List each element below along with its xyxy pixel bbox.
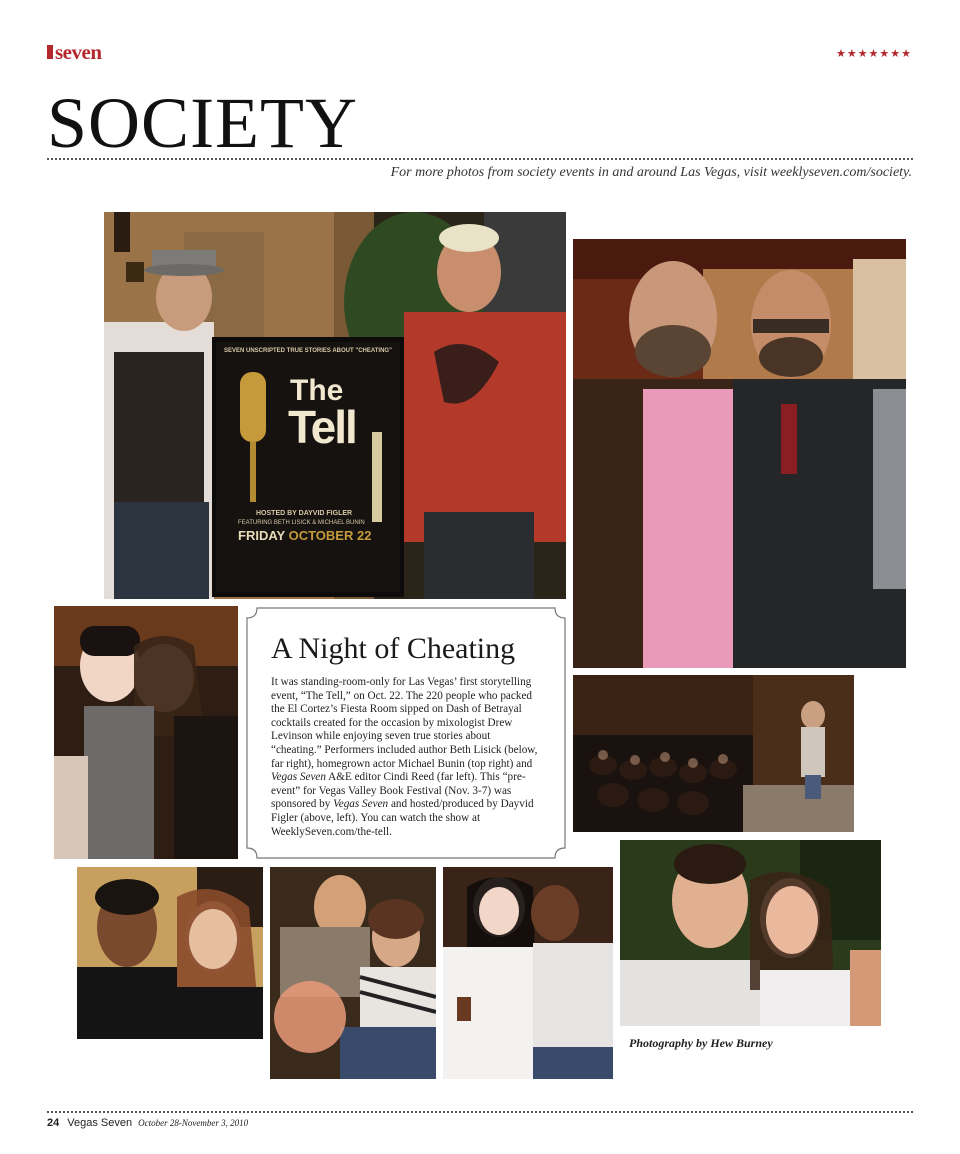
logo-text: seven (55, 40, 102, 64)
page-folio (47, 1117, 248, 1129)
logo-bar (47, 45, 53, 59)
header-divider (47, 158, 913, 160)
poster-top-line: SEVEN UNSCRIPTED TRUE STORIES ABOUT "CHEATING" (224, 348, 392, 354)
magazine-name: Vegas Seven (67, 1117, 133, 1129)
poster-date-day: FRIDAY (238, 528, 285, 543)
poster-title-tell: Tell (288, 401, 356, 453)
section-title: SOCIETY (47, 83, 358, 163)
masthead-logo (47, 42, 102, 62)
story-card (245, 606, 567, 860)
photo-two-men (573, 239, 906, 668)
rating-stars: ★★★★★★★ (835, 47, 912, 60)
photo-couple-4 (620, 840, 881, 1026)
issue-date: October 28-November 3, 2010 (138, 1118, 249, 1128)
photo-credit: Photography by Hew Burney (629, 1036, 773, 1050)
page-number: 24 (47, 1117, 60, 1129)
photo-stage-performance (573, 675, 854, 832)
photo-couple-1 (77, 867, 263, 1039)
photo-couple-3 (443, 867, 613, 1079)
photo-two-women (54, 606, 238, 859)
poster-title-the: The (290, 374, 344, 407)
poster-featuring: FEATURING BETH LISICK & MICHAEL BUNIN (238, 520, 365, 526)
story-title: A Night of Cheating (271, 632, 516, 665)
poster-date-rest: OCTOBER 22 (288, 528, 372, 543)
photo-poster-group (104, 212, 566, 599)
photo-couple-2 (270, 867, 436, 1079)
poster-hosted: HOSTED BY DAYVID FIGLER (256, 510, 353, 517)
section-tagline: For more photos from society events in and around Las Vegas, visit weeklyseven.com/society. (390, 165, 912, 180)
footer-divider (47, 1111, 913, 1113)
story-body: It was standing-room-only for Las Vegas’ first storytelling event, “The Tell,” on Oct. 22. The 220 people who packed the El Cortez’s Fiesta Room sipped on Dash of Betrayal cocktails created for the occasion by mixologist Drew Levinson while enjoying seven true stories about “cheating.” Performers included author Beth Lisick (below, far right), homegrown actor Michael Bunin (top right) and Vegas Seven A&E editor Cindi Reed (far left). This “pre-event” for Vegas Valley Book Festival (Nov. 3-7) was sponsored by Vegas Seven and hosted/produced by Dayvid Figler (above, left). You can watch the show at WeeklySeven.com/the-tell. (271, 676, 538, 838)
